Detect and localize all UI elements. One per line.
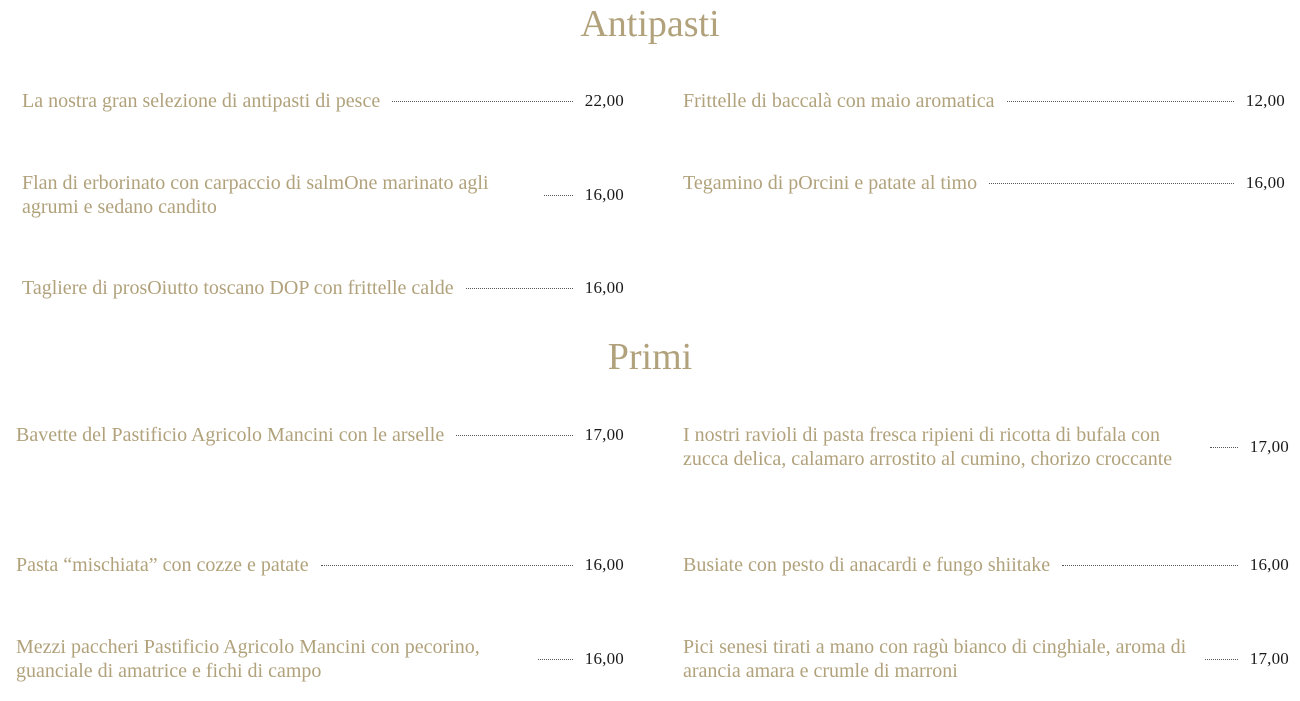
- item-price: 16,00: [1249, 555, 1289, 574]
- item-name: Frittelle di baccalà con maio aromatica: [683, 90, 995, 112]
- dotted-leader: [1210, 447, 1238, 448]
- item-price: 16,00: [1245, 173, 1285, 192]
- item-name: Tagliere di prosOiutto toscano DOP con frittelle calde: [22, 277, 454, 299]
- item-name: La nostra gran selezione di antipasti di pesce: [22, 90, 381, 112]
- item-price: 17,00: [1249, 437, 1289, 456]
- dotted-leader: [989, 183, 1234, 184]
- dotted-leader: [392, 101, 573, 102]
- item-price: 16,00: [584, 649, 624, 668]
- item-name: Mezzi paccheri Pastificio Agricolo Mancini con pecorino, guanciale di amatrice e fichi di campo: [16, 636, 480, 682]
- menu-item: [22, 276, 624, 300]
- item-price: 17,00: [1249, 649, 1289, 668]
- dotted-leader: [544, 195, 573, 196]
- section-title-primi: Primi: [607, 336, 693, 378]
- dotted-leader: [1007, 101, 1234, 102]
- menu-item: [683, 553, 1289, 577]
- menu-item: [16, 635, 624, 683]
- dotted-leader: [1062, 565, 1238, 566]
- item-name: Busiate con pesto di anacardi e fungo shiitake: [683, 554, 1051, 576]
- dotted-leader: [538, 659, 573, 660]
- item-name: I nostri ravioli di pasta fresca ripieni di ricotta di bufala con zucca delica, calamaro arrostito al cumino, chorizo croccante: [683, 424, 1173, 470]
- item-price: 16,00: [584, 185, 624, 204]
- item-name: Tegamino di pOrcini e patate al timo: [683, 172, 978, 194]
- menu-item: [683, 635, 1289, 683]
- item-price: 16,00: [584, 278, 624, 297]
- item-price: 16,00: [584, 555, 624, 574]
- item-name: Pici senesi tirati a mano con ragù bianco di cinghiale, aroma di arancia amara e crumle di marroni: [683, 636, 1187, 682]
- menu-item: [16, 553, 624, 577]
- item-price: 12,00: [1245, 91, 1285, 110]
- menu-item: [16, 423, 624, 447]
- item-price: 17,00: [584, 425, 624, 444]
- section-title-antipasti: Antipasti: [580, 3, 720, 45]
- item-price: 22,00: [584, 91, 624, 110]
- dotted-leader: [466, 288, 573, 289]
- dotted-leader: [1205, 659, 1238, 660]
- item-name: Flan di erborinato con carpaccio di salmOne marinato agli agrumi e sedano candito: [22, 172, 489, 218]
- menu-item: [22, 171, 624, 219]
- item-name: Bavette del Pastificio Agricolo Mancini con le arselle: [16, 424, 445, 446]
- dotted-leader: [321, 565, 573, 566]
- dotted-leader: [456, 435, 573, 436]
- menu-item: [22, 89, 624, 113]
- menu-item: [683, 423, 1289, 471]
- menu-item: [683, 171, 1285, 195]
- menu-item: [683, 89, 1285, 113]
- item-name: Pasta “mischiata” con cozze e patate: [16, 554, 309, 576]
